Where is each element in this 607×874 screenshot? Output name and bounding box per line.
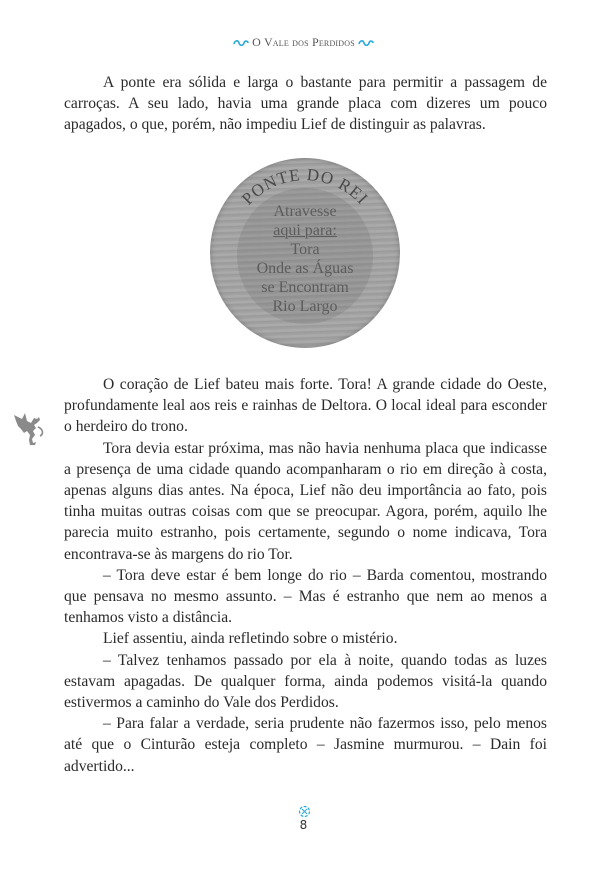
svg-text:PONTE DO REI: PONTE DO REI [237, 165, 373, 209]
sign-text [210, 202, 400, 316]
swirl-ornament-left-icon [233, 35, 249, 51]
paragraph: O coração de Lief bateu mais forte. Tora! A grande cidade do Oeste, profundamente leal aos reis e rainhas de Deltora. O local ideal para esconder o herdeiro do trono. [64, 376, 547, 436]
swirl-ornament-right-icon [358, 35, 374, 51]
paragraph: – Talvez tenhamos passado por ela à noite, quando todas as luzes estavam apagadas. De qualquer forma, ainda podemos visitá-la quando estivermos a caminho do Vale dos Perdidos. [64, 651, 547, 712]
bridge-sign-illustration [210, 158, 400, 348]
knot-ornament-icon [298, 803, 311, 816]
paragraph: Lief assentiu, ainda refletindo sobre o mistério. [103, 630, 398, 648]
paragraph: – Para falar a verdade, seria prudente não fazermos isso, pelo menos até que o Cinturão esteja completo – Jasmine murmurou. – Dain foi advertido... [64, 715, 547, 775]
sign-line: se Encontram [261, 279, 349, 296]
sign-line: Tora [290, 241, 320, 258]
page-number: 8 [299, 818, 308, 832]
running-head [0, 34, 607, 51]
sign-line: aqui para: [273, 222, 337, 239]
sign-line: Onde as Águas [256, 260, 354, 277]
text-block-intro [64, 72, 547, 136]
book-title: O Vale dos Perdidos [252, 35, 355, 49]
sign-line: Atravesse [273, 203, 337, 220]
paragraph: – Tora deve estar é bem longe do rio – Barda comentou, mostrando que pensava no mesmo assunto. – Mas é estranho que nem ao menos a tenhamos visto a distância. [64, 566, 547, 627]
dragon-icon [12, 409, 48, 447]
paragraph: A ponte era sólida e larga o bastante para permitir a passagem de carroças. A seu lado, havia uma grande placa com dizeres um pouco apagados, o que, porém, não impediu Lief de distinguir as palavras. [64, 74, 547, 134]
text-block-main [64, 374, 547, 777]
sign-line: Rio Largo [272, 298, 338, 315]
paragraph: Tora devia estar próxima, mas não havia nenhuma placa que indicasse a presença de uma cidade quando acompanharam o rio em direção à costa, apenas alguns dias antes. Na época, Lief não deu importância ao fato, pois tinha muitas outras coisas com que se preocupar. Agora, porém, aquilo lhe parecia muito estranho, pois certamente, segundo o nome indicava, Tora encontrava-se às margens do rio Tor. [64, 439, 547, 563]
